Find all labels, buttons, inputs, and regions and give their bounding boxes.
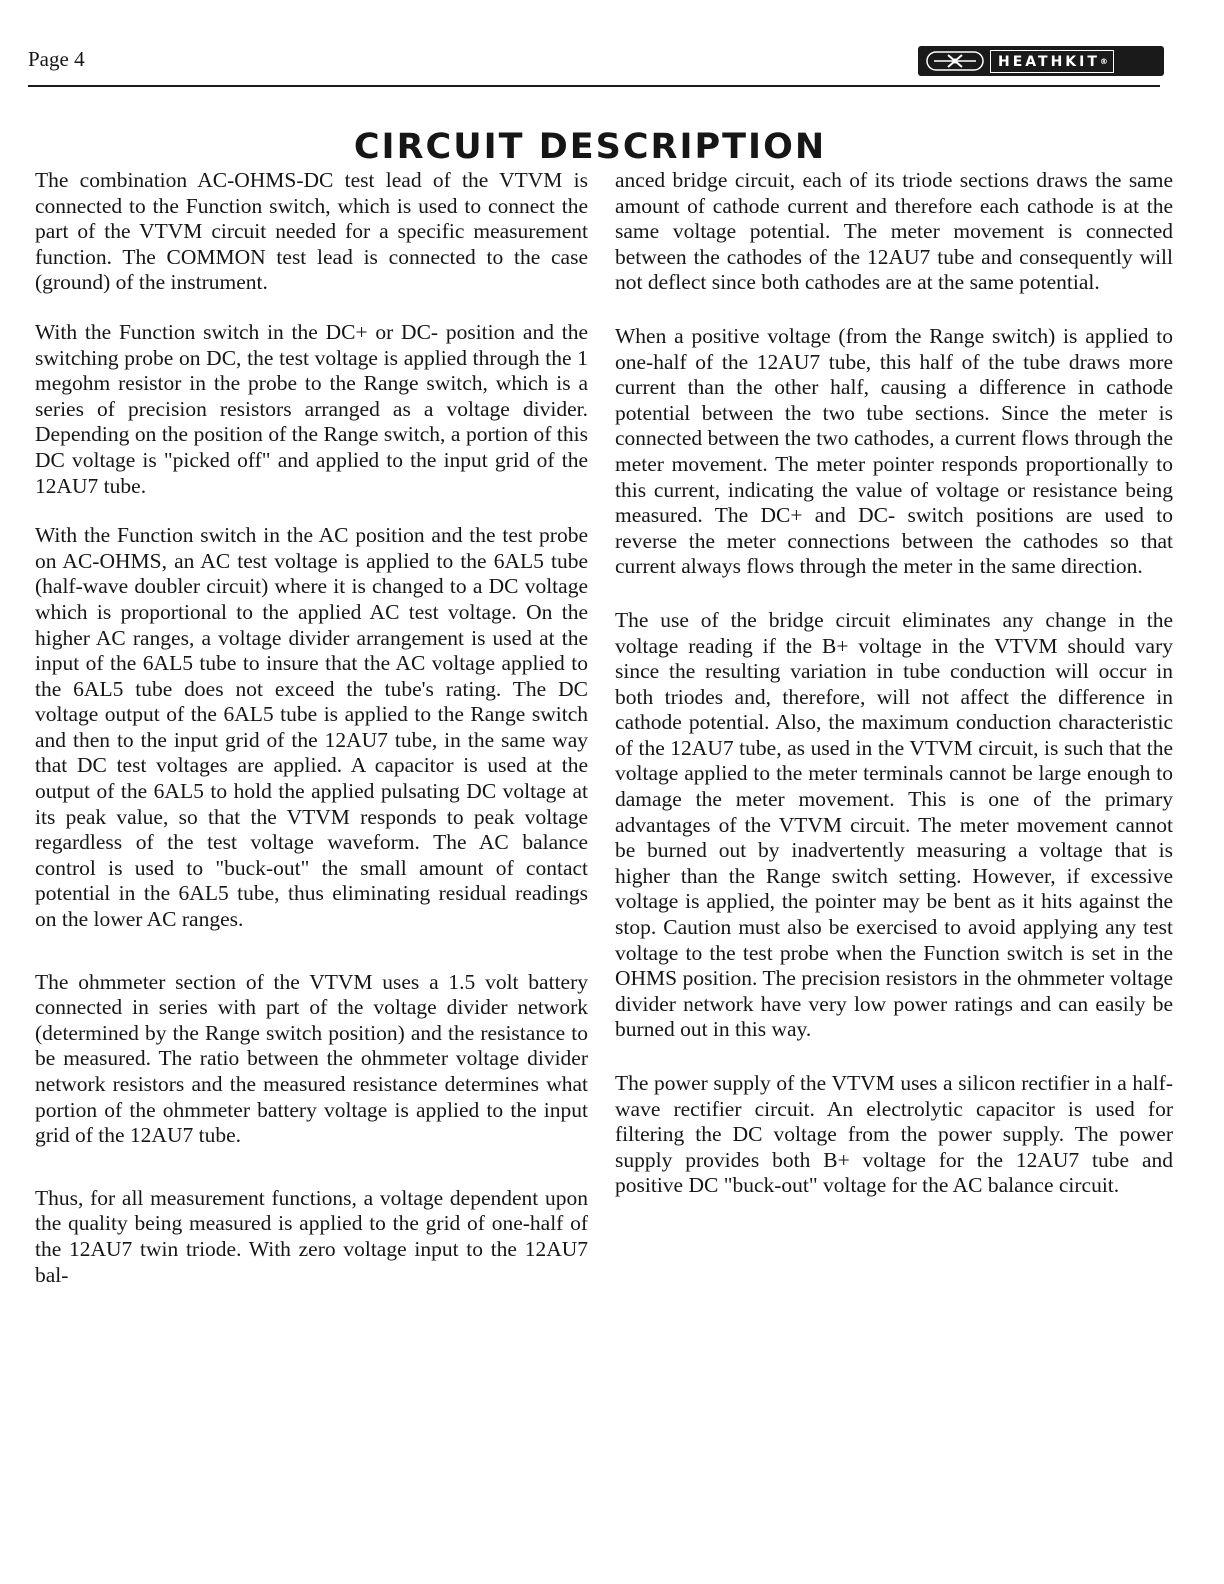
right-column (615, 168, 1173, 1199)
registered-mark: ® (1099, 56, 1108, 66)
left-column (35, 168, 588, 1288)
paragraph-measurement-functions: Thus, for all measurement functions, a voltage dependent upon the quality being measured is applied to the grid of one-half of the 12AU7 twin triode. With zero voltage input to the 12AU7 bal- (35, 1185, 588, 1287)
paragraph-positive-voltage: When a positive voltage (from the Range switch) is applied to one-half of the 12AU7 tube, this half of the tube draws more current than the other half, causing a difference in cathode potential between the two tube sections. Since the meter is connected between the two cathodes, a current flows through the meter movement. The meter pointer responds proportionally to this current, indicating the value of voltage or resistance being measured. The DC+ and DC- switch positions are used to reverse the meter connections between the cathodes so that current always flows through the meter in the same direction. (615, 323, 1173, 579)
heathkit-logo (918, 46, 1164, 76)
brand-name: HEATHKIT® (990, 50, 1114, 73)
heathkit-emblem-icon (926, 51, 984, 71)
paragraph-ac-measurement: With the Function switch in the AC position and the test probe on AC-OHMS, an AC test voltage is applied to the 6AL5 tube (half-wave doubler circuit) where it is changed to a DC voltage which is proportional to the applied AC test voltage. On the higher AC ranges, a voltage divider arrangement is used at the input of the 6AL5 tube to insure that the AC voltage applied to the 6AL5 tube does not exceed the tube's rating. The DC voltage output of the 6AL5 tube is applied to the Range switch and then to the input grid of the 12AU7 tube, in the same way that DC test voltages are applied. A capacitor is used at the output of the 6AL5 to hold the applied pulsating DC voltage at its peak value, so that the VTVM responds to peak voltage regardless of the test voltage waveform. The AC balance control is used to "buck-out" the small amount of contact potential in the 6AL5 tube, thus eliminating residual readings on the lower AC ranges. (35, 523, 588, 932)
paragraph-bridge-advantages: The use of the bridge circuit eliminates any change in the voltage reading if the B+ voltage in the VTVM should vary since the resulting variation in tube conduction will occur in both triodes and, therefore, will not affect the difference in cathode potential. Also, the maximum conduction characteristic of the 12AU7 tube, as used in the VTVM circuit, is such that the voltage applied to the meter terminals cannot be large enough to damage the meter movement. This is one of the primary advantages of the VTVM circuit. The meter movement cannot be burned out by inadvertently measuring a voltage that is higher than the Range switch setting. However, if excessive voltage is applied, the pointer may be bent as it hits against the stop. Caution must also be exercised to avoid applying any test voltage to the test probe when the Function switch is set in the OHMS position. The precision resistors in the ohmmeter voltage divider network have very low power ratings and can easily be burned out in this way. (615, 607, 1173, 1042)
paragraph-bridge-balance: anced bridge circuit, each of its triode sections draws the same amount of cathode current and therefore each cathode is at the same voltage potential. The meter movement is connected between the cathodes of the 12AU7 tube and consequently will not deflect since both cathodes are at the same potential. (615, 168, 1173, 295)
paragraph-dc-measurement: With the Function switch in the DC+ or DC- position and the switching probe on DC, the test voltage is applied through the 1 megohm resistor in the probe to the Range switch, which is a series of precision resistors arranged as a voltage divider. Depending on the position of the Range switch, a portion of this DC voltage is "picked off" and applied to the input grid of the 12AU7 tube. (35, 319, 588, 498)
page-number: Page 4 (28, 47, 85, 71)
paragraph-ohmmeter: The ohmmeter section of the VTVM uses a 1.5 volt battery connected in series with part of the voltage divider network (determined by the Range switch position) and the resistance to be measured. The ratio between the ohmmeter voltage divider network resistors and the measured resistance determines what portion of the ohmmeter battery voltage is applied to the input grid of the 12AU7 tube. (35, 969, 588, 1148)
paragraph-test-leads: The combination AC-OHMS-DC test lead of the VTVM is connected to the Function switch, which is used to connect the part of the VTVM circuit needed for a specific measurement function. The COMMON test lead is connected to the case (ground) of the instrument. (35, 168, 588, 295)
page-title: CIRCUIT DESCRIPTION (353, 127, 827, 168)
paragraph-power-supply: The power supply of the VTVM uses a silicon rectifier in a half-wave rectifier circuit. An electrolytic capacitor is used for filtering the DC voltage from the power supply. The power supply provides both B+ voltage for the 12AU7 tube and positive DC "buck-out" voltage for the AC balance circuit. (615, 1071, 1173, 1198)
header-rule (28, 85, 1160, 87)
